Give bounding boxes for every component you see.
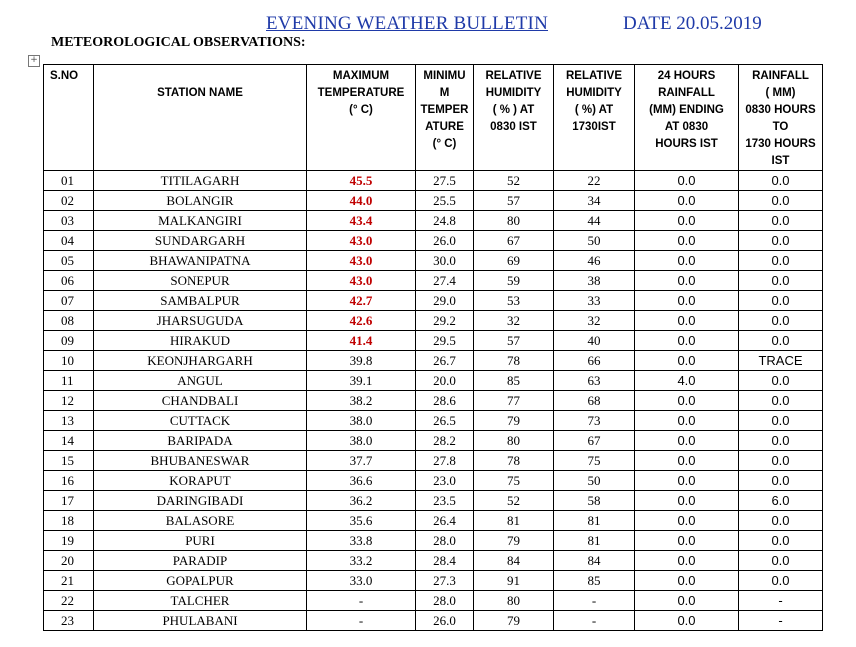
cell-rain-24h: 0.0 (635, 491, 739, 511)
table-row (44, 471, 823, 491)
cell-sno: 22 (44, 591, 94, 611)
cell-min-temp: 24.8 (416, 211, 474, 231)
table-row (44, 271, 823, 291)
cell-min-temp: 27.8 (416, 451, 474, 471)
cell-rh-1730: 50 (554, 471, 635, 491)
table-row (44, 251, 823, 271)
cell-sno: 01 (44, 171, 94, 191)
cell-sno: 21 (44, 571, 94, 591)
cell-rh-0830: 84 (474, 551, 554, 571)
cell-sno: 10 (44, 351, 94, 371)
cell-station: SUNDARGARH (94, 231, 307, 251)
cell-min-temp: 26.7 (416, 351, 474, 371)
cell-rain-day: TRACE (739, 351, 823, 371)
cell-rain-24h: 0.0 (635, 571, 739, 591)
cell-max-temp: - (307, 591, 416, 611)
cell-sno: 14 (44, 431, 94, 451)
cell-max-temp: 35.6 (307, 511, 416, 531)
cell-min-temp: 28.0 (416, 591, 474, 611)
cell-station: BALASORE (94, 511, 307, 531)
cell-rh-1730: - (554, 611, 635, 631)
bulletin-title: EVENING WEATHER BULLETIN (266, 13, 549, 34)
cell-rain-24h: 0.0 (635, 191, 739, 211)
cell-station: SAMBALPUR (94, 291, 307, 311)
col-header-max-temp: MAXIMUM TEMPERATURE (° C) (307, 65, 416, 171)
cell-max-temp: 43.0 (307, 271, 416, 291)
cell-station: BARIPADA (94, 431, 307, 451)
cell-rh-0830: 80 (474, 211, 554, 231)
cell-sno: 23 (44, 611, 94, 631)
cell-rh-1730: 44 (554, 211, 635, 231)
cell-sno: 20 (44, 551, 94, 571)
cell-min-temp: 29.0 (416, 291, 474, 311)
cell-rain-24h: 0.0 (635, 611, 739, 631)
cell-min-temp: 25.5 (416, 191, 474, 211)
cell-rh-1730: 81 (554, 511, 635, 531)
cell-sno: 03 (44, 211, 94, 231)
cell-station: BHAWANIPATNA (94, 251, 307, 271)
cell-station: CUTTACK (94, 411, 307, 431)
cell-rain-day: 0.0 (739, 231, 823, 251)
cell-rh-1730: 32 (554, 311, 635, 331)
table-row (44, 571, 823, 591)
table-row (44, 531, 823, 551)
cell-min-temp: 26.5 (416, 411, 474, 431)
cell-rh-1730: 81 (554, 531, 635, 551)
cell-rain-day: 0.0 (739, 551, 823, 571)
cell-max-temp: 43.0 (307, 251, 416, 271)
cell-max-temp: 42.6 (307, 311, 416, 331)
table-row (44, 211, 823, 231)
table-row (44, 611, 823, 631)
cell-rain-day: 0.0 (739, 331, 823, 351)
col-header-min-temp: MINIMU M TEMPER ATURE (° C) (416, 65, 474, 171)
cell-station: PARADIP (94, 551, 307, 571)
table-row (44, 311, 823, 331)
cell-rain-day: 0.0 (739, 171, 823, 191)
cell-min-temp: 27.4 (416, 271, 474, 291)
cell-rh-1730: 84 (554, 551, 635, 571)
cell-rh-0830: 57 (474, 331, 554, 351)
cell-sno: 09 (44, 331, 94, 351)
table-row (44, 411, 823, 431)
cell-rain-day: 0.0 (739, 291, 823, 311)
cell-rh-0830: 67 (474, 231, 554, 251)
cell-min-temp: 28.2 (416, 431, 474, 451)
cell-sno: 15 (44, 451, 94, 471)
cell-rain-24h: 0.0 (635, 431, 739, 451)
cell-sno: 02 (44, 191, 94, 211)
cell-max-temp: 33.2 (307, 551, 416, 571)
cell-max-temp: 36.2 (307, 491, 416, 511)
cell-sno: 13 (44, 411, 94, 431)
section-subtitle: METEOROLOGICAL OBSERVATIONS: (51, 35, 306, 50)
header-row (44, 65, 823, 171)
table-row (44, 491, 823, 511)
cell-station: KORAPUT (94, 471, 307, 491)
cell-rh-0830: 57 (474, 191, 554, 211)
col-header-sno: S.NO (44, 65, 94, 171)
cell-max-temp: 42.7 (307, 291, 416, 311)
cell-rain-day: 0.0 (739, 571, 823, 591)
cell-max-temp: 45.5 (307, 171, 416, 191)
cell-rh-0830: 59 (474, 271, 554, 291)
cell-rh-0830: 79 (474, 611, 554, 631)
table-row (44, 371, 823, 391)
cell-rh-0830: 75 (474, 471, 554, 491)
cell-min-temp: 28.0 (416, 531, 474, 551)
cell-rain-24h: 0.0 (635, 331, 739, 351)
cell-min-temp: 23.0 (416, 471, 474, 491)
cell-rain-day: 0.0 (739, 411, 823, 431)
table-row (44, 431, 823, 451)
cell-rh-0830: 52 (474, 171, 554, 191)
cell-max-temp: 33.8 (307, 531, 416, 551)
cell-rh-0830: 80 (474, 431, 554, 451)
cell-station: BHUBANESWAR (94, 451, 307, 471)
cell-rain-24h: 0.0 (635, 351, 739, 371)
cell-max-temp: 43.4 (307, 211, 416, 231)
cell-sno: 05 (44, 251, 94, 271)
cell-rh-0830: 77 (474, 391, 554, 411)
table-row (44, 451, 823, 471)
table-row (44, 191, 823, 211)
cell-rain-24h: 0.0 (635, 451, 739, 471)
cell-max-temp: - (307, 611, 416, 631)
cell-rain-24h: 0.0 (635, 311, 739, 331)
cell-sno: 17 (44, 491, 94, 511)
cell-rain-day: 0.0 (739, 531, 823, 551)
cell-rh-0830: 80 (474, 591, 554, 611)
cell-min-temp: 27.3 (416, 571, 474, 591)
cell-rain-day: 0.0 (739, 391, 823, 411)
cell-rh-1730: 58 (554, 491, 635, 511)
col-header-station: STATION NAME (94, 65, 307, 171)
cell-sno: 12 (44, 391, 94, 411)
cell-rh-1730: 63 (554, 371, 635, 391)
col-header-rain-24h: 24 HOURS RAINFALL (MM) ENDING AT 0830 HOURS IST (635, 65, 739, 171)
cell-rain-day: - (739, 611, 823, 631)
cell-station: HIRAKUD (94, 331, 307, 351)
cell-max-temp: 38.0 (307, 431, 416, 451)
table-row (44, 551, 823, 571)
cell-rh-1730: 46 (554, 251, 635, 271)
cell-max-temp: 33.0 (307, 571, 416, 591)
cell-rain-day: 0.0 (739, 251, 823, 271)
cell-rh-1730: 50 (554, 231, 635, 251)
cell-min-temp: 26.4 (416, 511, 474, 531)
cell-rh-1730: 38 (554, 271, 635, 291)
cell-rain-24h: 0.0 (635, 551, 739, 571)
table-row (44, 591, 823, 611)
cell-rh-1730: 34 (554, 191, 635, 211)
cell-rain-24h: 0.0 (635, 291, 739, 311)
cell-rh-1730: 66 (554, 351, 635, 371)
cell-sno: 16 (44, 471, 94, 491)
cell-min-temp: 28.4 (416, 551, 474, 571)
cell-station: CHANDBALI (94, 391, 307, 411)
cell-station: TALCHER (94, 591, 307, 611)
cell-max-temp: 41.4 (307, 331, 416, 351)
cell-rain-24h: 0.0 (635, 391, 739, 411)
cell-min-temp: 20.0 (416, 371, 474, 391)
cell-rain-day: 0.0 (739, 271, 823, 291)
cell-rain-day: 0.0 (739, 431, 823, 451)
cell-rain-day: 0.0 (739, 191, 823, 211)
cell-rain-24h: 0.0 (635, 591, 739, 611)
cell-sno: 18 (44, 511, 94, 531)
cell-rh-0830: 78 (474, 351, 554, 371)
cell-station: GOPALPUR (94, 571, 307, 591)
cell-rain-day: 0.0 (739, 511, 823, 531)
cell-min-temp: 29.5 (416, 331, 474, 351)
cell-rain-day: 0.0 (739, 211, 823, 231)
cell-min-temp: 26.0 (416, 611, 474, 631)
cell-rh-0830: 32 (474, 311, 554, 331)
cell-min-temp: 30.0 (416, 251, 474, 271)
cell-rh-1730: 33 (554, 291, 635, 311)
cell-rh-0830: 91 (474, 571, 554, 591)
cell-rh-1730: - (554, 591, 635, 611)
table-row (44, 511, 823, 531)
cell-station: PHULABANI (94, 611, 307, 631)
col-header-rh-0830: RELATIVE HUMIDITY ( % ) AT 0830 IST (474, 65, 554, 171)
cell-rh-1730: 73 (554, 411, 635, 431)
observations-table (43, 64, 823, 631)
col-header-rh-1730: RELATIVE HUMIDITY ( %) AT 1730IST (554, 65, 635, 171)
cell-rain-24h: 0.0 (635, 231, 739, 251)
table-row (44, 291, 823, 311)
cell-station: SONEPUR (94, 271, 307, 291)
cell-rain-24h: 0.0 (635, 251, 739, 271)
cell-rain-day: 0.0 (739, 471, 823, 491)
cell-rain-day: - (739, 591, 823, 611)
cell-rh-0830: 52 (474, 491, 554, 511)
cell-max-temp: 44.0 (307, 191, 416, 211)
cell-rain-day: 0.0 (739, 311, 823, 331)
cell-rh-0830: 81 (474, 511, 554, 531)
cell-rain-24h: 0.0 (635, 271, 739, 291)
cell-min-temp: 26.0 (416, 231, 474, 251)
cell-rain-day: 6.0 (739, 491, 823, 511)
cell-rh-1730: 22 (554, 171, 635, 191)
cell-rain-day: 0.0 (739, 371, 823, 391)
table-row (44, 231, 823, 251)
cell-max-temp: 39.1 (307, 371, 416, 391)
cell-station: KEONJHARGARH (94, 351, 307, 371)
cell-sno: 11 (44, 371, 94, 391)
table-row (44, 391, 823, 411)
cell-rh-0830: 53 (474, 291, 554, 311)
cell-sno: 06 (44, 271, 94, 291)
bulletin-date: DATE 20.05.2019 (623, 13, 762, 34)
cell-rh-1730: 75 (554, 451, 635, 471)
cell-rh-1730: 67 (554, 431, 635, 451)
cell-rh-0830: 85 (474, 371, 554, 391)
cell-rh-1730: 40 (554, 331, 635, 351)
cell-max-temp: 36.6 (307, 471, 416, 491)
cell-sno: 04 (44, 231, 94, 251)
cell-sno: 08 (44, 311, 94, 331)
cell-rh-0830: 79 (474, 531, 554, 551)
cell-max-temp: 37.7 (307, 451, 416, 471)
cell-min-temp: 23.5 (416, 491, 474, 511)
cell-min-temp: 28.6 (416, 391, 474, 411)
cell-rain-24h: 0.0 (635, 471, 739, 491)
cell-rh-1730: 68 (554, 391, 635, 411)
cell-max-temp: 39.8 (307, 351, 416, 371)
cell-rain-day: 0.0 (739, 451, 823, 471)
cell-station: MALKANGIRI (94, 211, 307, 231)
cell-station: DARINGIBADI (94, 491, 307, 511)
cell-rh-0830: 79 (474, 411, 554, 431)
cell-station: BOLANGIR (94, 191, 307, 211)
cell-rain-24h: 0.0 (635, 511, 739, 531)
cell-sno: 07 (44, 291, 94, 311)
cell-rain-24h: 0.0 (635, 211, 739, 231)
table-row (44, 351, 823, 371)
cell-station: PURI (94, 531, 307, 551)
cell-min-temp: 27.5 (416, 171, 474, 191)
col-header-rain-day: RAINFALL ( MM) 0830 HOURS TO 1730 HOURS IST (739, 65, 823, 171)
cell-station: JHARSUGUDA (94, 311, 307, 331)
cell-station: TITILAGARH (94, 171, 307, 191)
cell-station: ANGUL (94, 371, 307, 391)
cell-rain-24h: 0.0 (635, 411, 739, 431)
cell-max-temp: 38.0 (307, 411, 416, 431)
table-row (44, 331, 823, 351)
cell-max-temp: 38.2 (307, 391, 416, 411)
cell-rain-24h: 0.0 (635, 531, 739, 551)
table-row (44, 171, 823, 191)
cell-rh-0830: 78 (474, 451, 554, 471)
cell-rh-1730: 85 (554, 571, 635, 591)
cell-rain-24h: 4.0 (635, 371, 739, 391)
table-move-handle-icon[interactable]: + (28, 55, 40, 67)
cell-max-temp: 43.0 (307, 231, 416, 251)
cell-sno: 19 (44, 531, 94, 551)
cell-min-temp: 29.2 (416, 311, 474, 331)
cell-rh-0830: 69 (474, 251, 554, 271)
cell-rain-24h: 0.0 (635, 171, 739, 191)
